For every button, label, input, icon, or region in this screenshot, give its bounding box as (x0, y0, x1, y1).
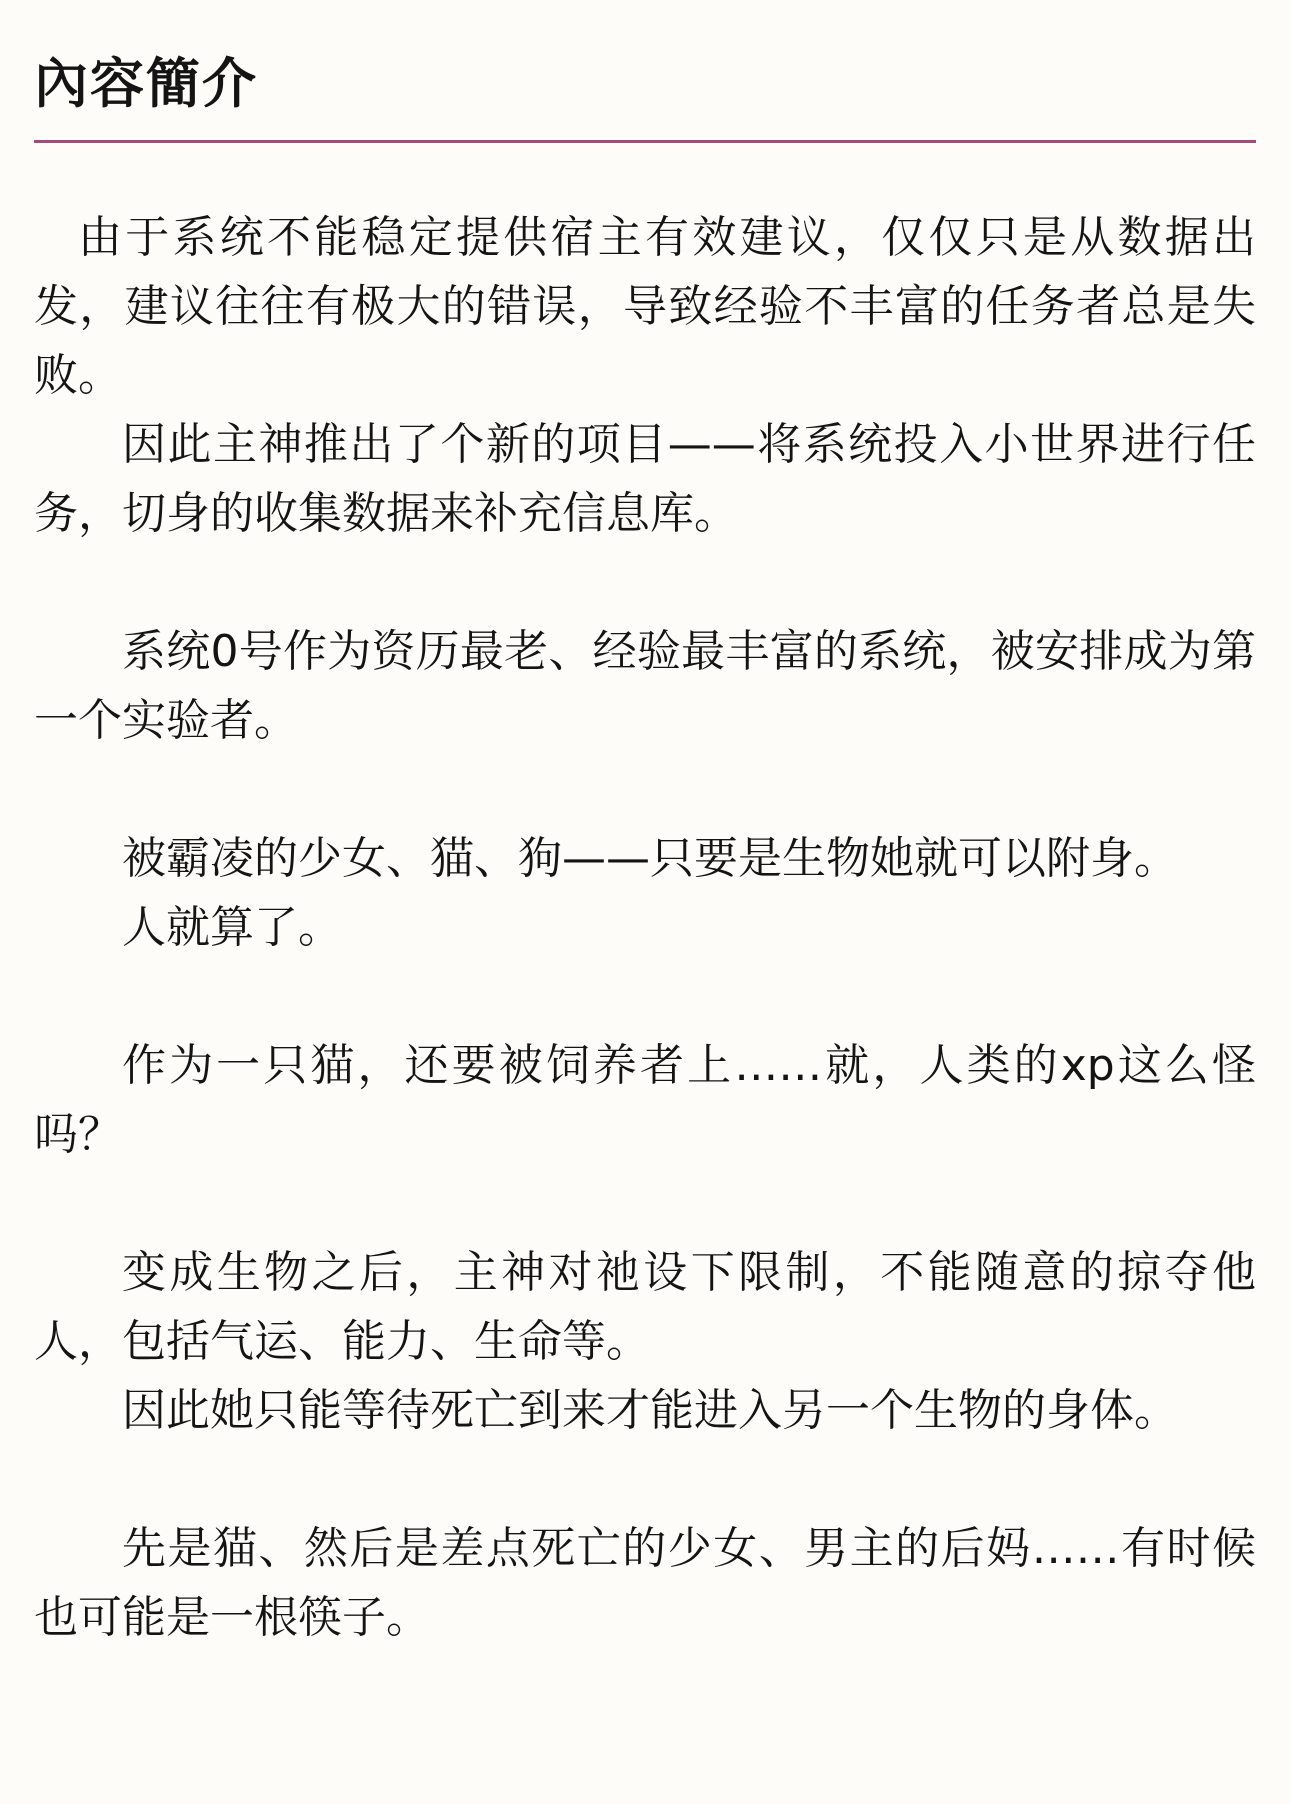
section-heading: 內容簡介 (34, 52, 258, 115)
paragraph-spacer (34, 1445, 1256, 1514)
paragraph-8: 因此她只能等待死亡到来才能进入另一个生物的身体。 (122, 1385, 1178, 1436)
synopsis-body (34, 203, 1256, 1652)
paragraph-7: 变成生物之后，主神对祂设下限制，不能随意的掠夺他人，包括气运、能力、生命等。 (34, 1247, 1256, 1367)
paragraph-spacer (34, 548, 1256, 617)
paragraph-1: 由于系统不能稳定提供宿主有效建议，仅仅只是从数据出发，建议往往有极大的错误，导致经验不丰富的任务者总是失败。 (34, 212, 1256, 401)
paragraph-2: 因此主神推出了个新的项目——将系统投入小世界进行任务，切身的收集数据来补充信息库。 (34, 419, 1256, 539)
paragraph-3: 系统0号作为资历最老、经验最丰富的系统，被安排成为第一个实验者。 (34, 626, 1256, 746)
paragraph-9: 先是猫、然后是差点死亡的少女、男主的后妈……有时候也可能是一根筷子。 (34, 1523, 1256, 1643)
heading-divider (34, 140, 1256, 143)
paragraph-6: 作为一只猫，还要被饲养者上……就，人类的xp这么怪吗？ (34, 1040, 1256, 1160)
paragraph-spacer (34, 755, 1256, 824)
paragraph-spacer (34, 962, 1256, 1031)
paragraph-5: 人就算了。 (122, 902, 342, 953)
paragraph-4: 被霸凌的少女、猫、狗——只要是生物她就可以附身。 (122, 833, 1178, 884)
paragraph-spacer (34, 1169, 1256, 1238)
